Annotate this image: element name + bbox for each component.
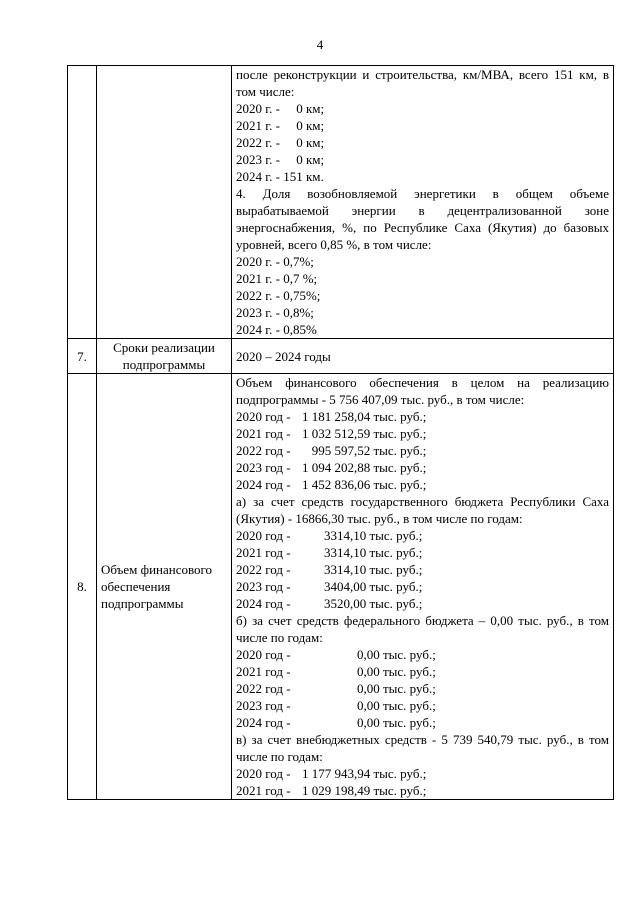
year-amount-line	[236, 476, 609, 493]
row-value: 2020 – 2024 годы	[232, 339, 614, 374]
extrabudget-intro: в) за счет внебюджетных средств - 5 739 540,79 тыс. руб., в том числе по годам:	[236, 732, 609, 764]
year-label: 2020 год -	[236, 647, 291, 662]
year-amount-line	[236, 544, 609, 561]
row-name-cell	[97, 66, 232, 339]
year-amount-line	[236, 408, 609, 425]
table-row-8	[68, 374, 614, 800]
km-year-line: 2024 г. - 151 км.	[236, 169, 324, 184]
km-year-line: 2021 г. - 0 км;	[236, 118, 325, 133]
year-label: 2024 год -	[236, 596, 291, 611]
year-amount-line	[236, 527, 609, 544]
financing-intro: Объем финансового обеспечения в целом на реализацию подпрограммы - 5 756 407,09 тыс. руб., в том числе:	[236, 375, 609, 407]
year-label: 2022 год -	[236, 562, 291, 577]
row-name: Сроки реализации подпрограммы	[97, 339, 232, 374]
year-amount-line	[236, 561, 609, 578]
indicator-intro: после реконструкции и строительства, км/МВА, всего 151 км, в том числе:	[236, 67, 609, 99]
extrabudget-years-list	[236, 765, 609, 799]
year-label: 2020 год -	[236, 409, 291, 424]
year-label: 2021 год -	[236, 664, 291, 679]
amount-value: 3314,10 тыс. руб.;	[324, 528, 423, 543]
amount-value: 1 177 943,94 тыс. руб.;	[302, 766, 427, 781]
amount-value: 0,00 тыс. руб.;	[357, 698, 436, 713]
km-year-line: 2023 г. - 0 км;	[236, 152, 325, 167]
pct-year-line: 2024 г. - 0,85%	[236, 322, 317, 337]
amount-value: 0,00 тыс. руб.;	[357, 681, 436, 696]
year-amount-line	[236, 646, 609, 663]
passport-table	[67, 65, 614, 800]
amount-value: 0,00 тыс. руб.;	[357, 647, 436, 662]
year-label: 2024 год -	[236, 477, 291, 492]
financing-cell	[232, 374, 614, 800]
year-amount-line	[236, 714, 609, 731]
row-number-cell	[68, 66, 97, 339]
pct-year-line: 2023 г. - 0,8%;	[236, 305, 314, 320]
amount-value: 3314,10 тыс. руб.;	[324, 545, 423, 560]
pct-year-line: 2020 г. - 0,7%;	[236, 254, 314, 269]
year-amount-line	[236, 459, 609, 476]
year-label: 2020 год -	[236, 528, 291, 543]
row-number: 8.	[68, 374, 97, 800]
year-label: 2020 год -	[236, 766, 291, 781]
amount-value: 1 032 512,59 тыс. руб.;	[302, 426, 427, 441]
indicator-4-text: 4. Доля возобновляемой энергетики в общем объеме вырабатываемой энергии в децентрализованной зоне энергоснабжения, %, по Республике Саха (Якутия) до базовых уровней, всего 0,85 %, в том числе:	[236, 186, 609, 252]
federal-years-list	[236, 646, 609, 731]
federal-budget-intro: б) за счет средств федерального бюджета – 0,00 тыс. руб., в том числе по годам:	[236, 613, 609, 645]
year-label: 2022 год -	[236, 681, 291, 696]
year-amount-line	[236, 425, 609, 442]
year-label: 2024 год -	[236, 715, 291, 730]
amount-value: 3314,10 тыс. руб.;	[324, 562, 423, 577]
year-label: 2023 год -	[236, 579, 291, 594]
amount-value: 1 094 202,88 тыс. руб.;	[302, 460, 427, 475]
year-label: 2021 год -	[236, 545, 291, 560]
year-amount-line	[236, 442, 609, 459]
pct-year-line: 2022 г. - 0,75%;	[236, 288, 321, 303]
year-label: 2021 год -	[236, 426, 291, 441]
km-year-line: 2022 г. - 0 км;	[236, 135, 325, 150]
amount-value: 1 029 198,49 тыс. руб.;	[302, 783, 427, 798]
table-row-7	[68, 339, 614, 374]
page-number: 4	[316, 37, 324, 52]
year-label: 2023 год -	[236, 460, 291, 475]
amount-value: 1 452 836,06 тыс. руб.;	[302, 477, 427, 492]
amount-value: 1 181 258,04 тыс. руб.;	[302, 409, 427, 424]
year-amount-line	[236, 697, 609, 714]
year-label: 2022 год -	[236, 443, 291, 458]
total-years-list	[236, 408, 609, 493]
amount-value: 0,00 тыс. руб.;	[357, 715, 436, 730]
year-amount-line	[236, 595, 609, 612]
regional-years-list	[236, 527, 609, 612]
year-amount-line	[236, 578, 609, 595]
amount-value: 3404,00 тыс. руб.;	[324, 579, 423, 594]
amount-value: 995 597,52 тыс. руб.;	[302, 443, 427, 458]
year-label: 2023 год -	[236, 698, 291, 713]
pct-year-line: 2021 г. - 0,7 %;	[236, 271, 318, 286]
row-value-cell	[232, 66, 614, 339]
km-year-line: 2020 г. - 0 км;	[236, 101, 325, 116]
table-row-continued	[68, 66, 614, 339]
year-amount-line	[236, 782, 609, 799]
amount-value: 0,00 тыс. руб.;	[357, 664, 436, 679]
year-amount-line	[236, 663, 609, 680]
amount-value: 3520,00 тыс. руб.;	[324, 596, 423, 611]
year-label: 2021 год -	[236, 783, 291, 798]
row-name: Объем финансового обеспечения подпрограммы	[97, 374, 232, 800]
year-amount-line	[236, 765, 609, 782]
row-number: 7.	[68, 339, 97, 374]
year-amount-line	[236, 680, 609, 697]
regional-budget-intro: а) за счет средств государственного бюджета Республики Саха (Якутия) - 16866,30 тыс. руб., в том числе по годам:	[236, 494, 609, 526]
